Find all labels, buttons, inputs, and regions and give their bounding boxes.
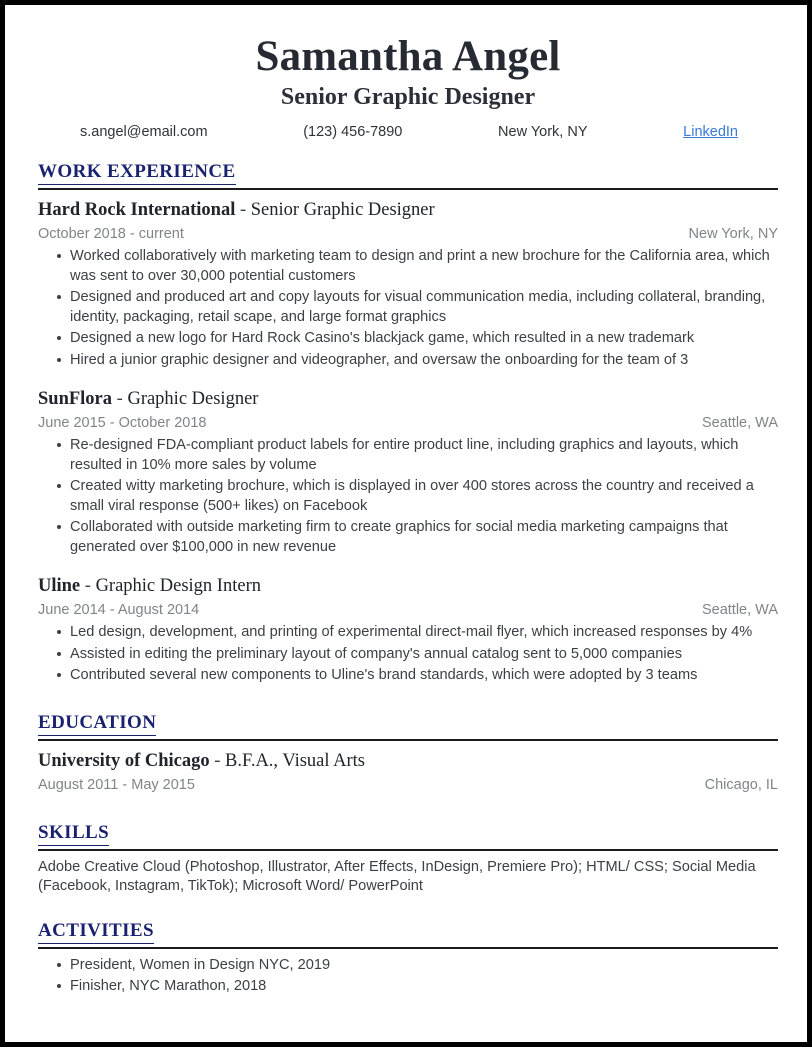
work-entry-title [38,388,778,411]
list-item: Created witty marketing brochure, which is displayed in over 400 stores across the country and received a small viral response (500+ likes) on Facebook [38,477,778,516]
section-heading-wrap [38,712,778,736]
work-entry-meta [38,414,778,433]
work-entry-title [38,199,778,222]
work-entry-separator: - [239,200,247,220]
section-heading-wrap [38,161,778,185]
work-entry-org: SunFlora [38,389,113,409]
section-title-activities: ACTIVITIES [38,920,154,944]
work-entry-bullets [38,436,778,557]
list-item: Worked collaboratively with marketing team to design and print a new brochure for the California area, which was sent to over 30,000 potential customers [38,247,778,286]
section-activities [38,920,778,997]
resume-header [38,32,778,140]
education-entry-separator: - [214,750,221,771]
section-rule [38,188,778,190]
work-entry-bullets [38,247,778,370]
candidate-name: Samantha Angel [255,33,561,80]
section-title-skills: SKILLS [38,822,109,846]
list-item: President, Women in Design NYC, 2019 [38,956,778,976]
work-entry-separator: - [84,576,91,596]
work-entry-role: Graphic Designer [127,389,259,409]
work-entry-meta [38,225,778,244]
education-entry-title [38,750,778,773]
section-rule [38,947,778,949]
resume-content [5,32,807,997]
section-heading-wrap [38,920,778,944]
section-title-education: EDUCATION [38,712,156,736]
work-entry [38,575,778,686]
section-rule [38,739,778,741]
education-entry-meta [38,776,778,795]
list-item: Re-designed FDA-compliant product labels for entire product line, including graphics and layouts, which resulted in 10% more sales by volume [38,436,778,475]
list-item: Designed a new logo for Hard Rock Casino's blackjack game, which resulted in a new trademark [38,329,778,349]
education-entry [38,750,778,795]
work-entry-role: Graphic Design Intern [95,576,261,596]
work-entry-separator: - [116,389,123,409]
work-entry-location: Seattle, WA [701,602,778,618]
list-item: Finisher, NYC Marathon, 2018 [38,977,778,997]
list-item: Hired a junior graphic designer and videographer, and oversaw the onboarding for the team of 3 [38,351,778,371]
work-entry [38,199,778,370]
work-entry-meta [38,601,778,620]
section-rule [38,849,778,851]
work-entry-org: Uline [38,576,81,596]
work-entry-org: Hard Rock International [38,200,236,220]
education-entry-degree: B.F.A., Visual Arts [225,750,365,771]
resume-page [5,5,807,1042]
skills-text: Adobe Creative Cloud (Photoshop, Illustrator, After Effects, InDesign, Premiere Pro); HTML/ CSS; Social Media (Facebook, Instagram, TikTok); Microsoft Word/ PowerPoint [38,858,756,894]
work-entry-dates: October 2018 - current [38,226,184,242]
contact-location: New York, NY [498,124,588,140]
list-item: Designed and produced art and copy layouts for visual communication media, including collateral, branding, identity, packaging, retail scape, and large format graphics [38,288,778,327]
work-entry-dates: June 2014 - August 2014 [38,602,200,618]
education-entry-dates: August 2011 - May 2015 [38,776,195,793]
work-entry-role: Senior Graphic Designer [250,200,435,220]
work-entry-location: New York, NY [688,226,778,242]
candidate-title: Senior Graphic Designer [280,84,536,110]
work-entry [38,388,778,557]
section-work-experience [38,161,778,686]
contact-row [80,124,738,140]
work-entry-bullets [38,623,778,686]
contact-phone: (123) 456-7890 [303,124,403,140]
list-item: Collaborated with outside marketing firm to create graphics for social media marketing campaigns that generated over $100,000 in new revenue [38,518,778,557]
contact-linkedin-link[interactable]: LinkedIn [683,124,738,140]
list-item: Led design, development, and printing of experimental direct-mail flyer, which increased responses by 4% [38,623,778,643]
list-item: Assisted in editing the preliminary layout of company's annual catalog sent to 5,000 companies [38,645,778,665]
list-item: Contributed several new components to Uline's brand standards, which were adopted by 3 teams [38,666,778,686]
contact-email[interactable]: s.angel@email.com [80,124,208,140]
work-entry-location: Seattle, WA [701,415,778,431]
section-education [38,712,778,795]
section-title-work: WORK EXPERIENCE [38,161,236,185]
work-entry-dates: June 2015 - October 2018 [38,415,207,431]
education-entry-location: Chicago, IL [704,776,778,793]
education-entry-school: University of Chicago [38,750,210,771]
work-entry-title [38,575,778,598]
section-skills [38,822,778,897]
activities-bullets [38,956,778,997]
section-heading-wrap [38,822,778,846]
